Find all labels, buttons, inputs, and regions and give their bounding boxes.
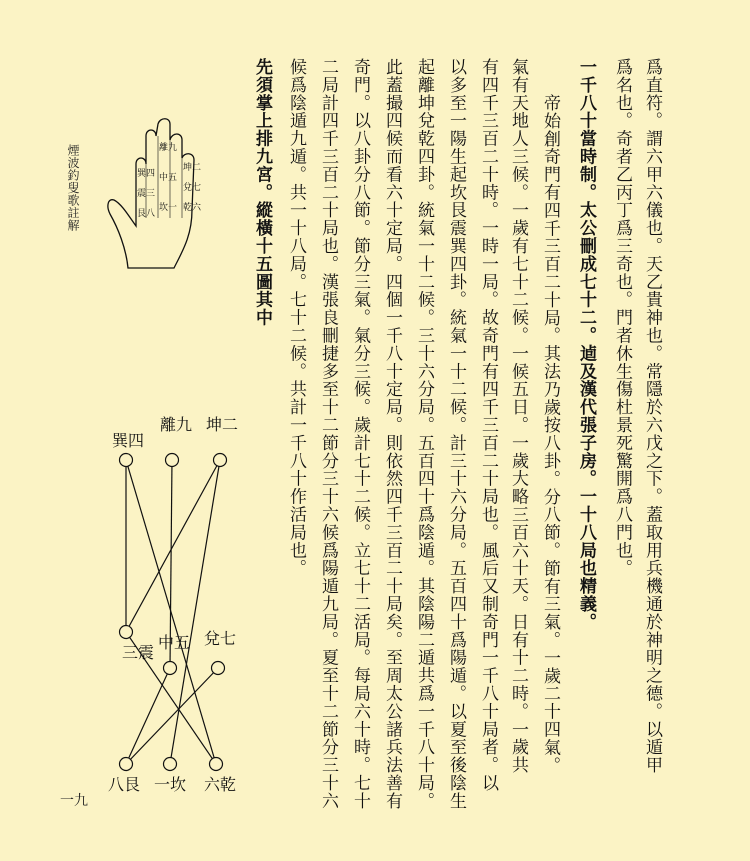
hand-label-li: 離九 [159,143,178,153]
node-gen [120,758,133,771]
text-column-2: 爲名也。奇者乙丙丁爲三奇也。門者休生傷杜景死驚開爲八門也。 [612,58,632,578]
label-kan: 一坎 [154,775,187,794]
text-column-12: 候爲陰遁九遁。共一十八局。七十二候。共計一千八十作活局也。 [286,58,306,578]
node-kan [164,758,177,771]
label-gen: 八艮 [108,775,141,794]
hand-label-zhen: 震三 [137,189,156,199]
text-column-1: 爲直符。謂六甲六儀也。天乙貴神也。常隱於六戊之下。蓋取用兵機通於神明之德。以遁甲 [642,58,662,774]
text-column-7: 以多至一陽生起坎艮震巽四卦。統氣一十二候。計三十六分局。五百四十爲陽遁。以夏至後陰生 [446,58,466,810]
node-xun [120,454,133,467]
node-li [166,454,179,467]
label-li: 離九 [160,415,193,434]
hand-label-kun: 坤二 [183,163,202,173]
label-kun: 坤二 [206,415,238,434]
label-zhen: 三震 [122,643,155,662]
hand-label-kan: 坎一 [159,203,178,213]
hand-palace-figure [100,118,210,278]
text-column-8: 起離坤兌乾四卦。統氣一十二候。三十六分局。五百四十爲陰遁。其陰陽二遁共爲一千八十局。 [414,58,434,810]
hand-label-gen: 艮八 [137,209,156,219]
text-column-13: 先須掌上排九宮。縱橫十五圖其中 [252,58,272,327]
hand-label-xun: 巽四 [137,169,156,179]
hand-label-qian: 乾六 [183,203,202,213]
label-xun: 巽四 [112,431,145,450]
nine-palace-diagram [108,410,238,820]
line-zhong-gen [126,668,170,764]
node-zhong [164,662,177,675]
text-column-6: 有四千三百二十時。一時一局。故奇門有四千三百二十局也。風后又制奇門一千八十局者。以 [478,58,498,792]
hand-label-zhong: 中五 [159,173,178,183]
page-number: 一九 [60,793,88,809]
text-column-9: 此蓋撮四候而看六十定局。四個一千八十定局。則依然四千三百二十局矣。至周太公諸兵法善有 [382,58,402,810]
text-column-4: 帝始創奇門有四千三百二十局。其法乃歲按八卦。分八節。節有三氣。一歲二十四氣。 [540,94,560,775]
text-column-3: 一千八十當時制。太公刪成七十二。逌及漢代張子房。一十八局也精義。 [576,58,596,631]
node-kun [214,454,227,467]
label-qian: 六乾 [204,775,237,794]
text-column-10: 奇門。以八卦分八節。節分三氣。氣分三候。歲計七十二候。立七十二活局。每局六十時。七十 [350,58,370,810]
text-column-11: 二局計四千三百二十局也。漢張良刪捷多至十二節分三十六候爲陽遁九局。夏至十二節分三十六 [318,58,338,810]
label-dui: 兌七 [204,629,237,648]
label-zhong: 中五 [158,633,191,652]
hand-label-dui: 兌七 [183,183,202,193]
node-zhen [120,626,133,639]
text-column-5: 氣有天地人三候。一歲有七十二候。一候五日。一歲大略三百六十天。日有十二時。一歲共 [508,58,528,774]
node-dui [212,662,225,675]
running-title: 煙波釣叟歌註解 [66,144,80,232]
node-qian [210,758,223,771]
